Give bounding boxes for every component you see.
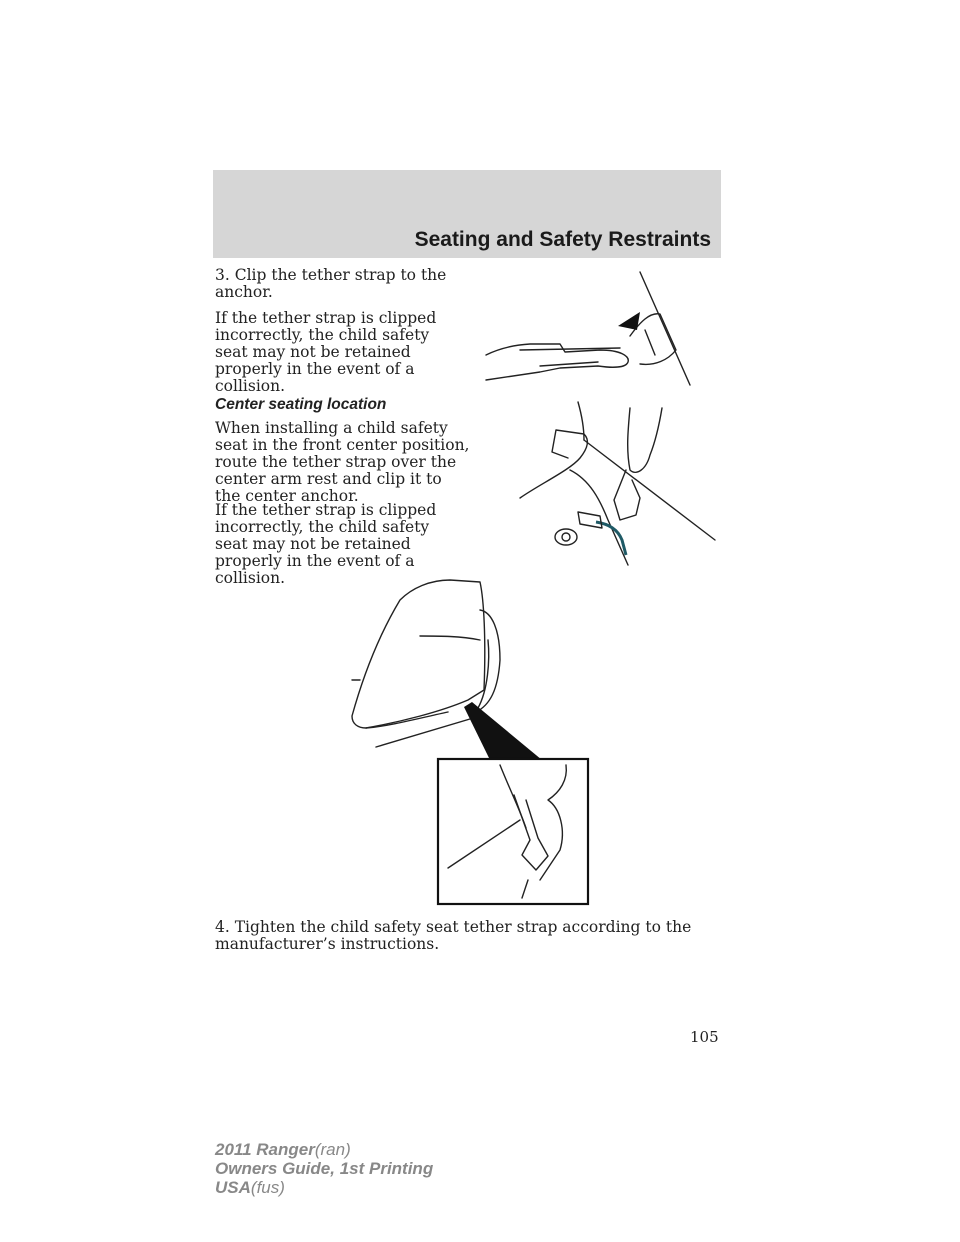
center-seating-text: When installing a child safety seat in the front center position, route the tether strap over the center arm rest and clip it to the center anchor. bbox=[215, 419, 470, 505]
document-footer bbox=[215, 1140, 433, 1197]
section-title: Seating and Safety Restraints bbox=[414, 228, 711, 251]
center-seating-heading: Center seating location bbox=[215, 396, 387, 413]
page-number: 105 bbox=[690, 1028, 719, 1046]
footer-guide: Owners Guide, 1st Printing bbox=[215, 1159, 434, 1178]
footer-market-code: (fus) bbox=[250, 1178, 285, 1197]
footer-model: 2011 Ranger bbox=[215, 1140, 315, 1159]
warning-text-2: If the tether strap is clipped incorrectly, the child safety seat may not be retained properly in the event of a collision. bbox=[215, 501, 437, 587]
footer-model-code: (ran) bbox=[314, 1140, 351, 1159]
step-4-text: 4. Tighten the child safety seat tether strap according to the manufacturer’s instructions. bbox=[215, 918, 692, 953]
warning-text-1: If the tether strap is clipped incorrectly, the child safety seat may not be retained properly in the event of a collision. bbox=[215, 309, 437, 395]
footer-market: USA bbox=[215, 1178, 251, 1197]
step-3-text: 3. Clip the tether strap to the anchor. bbox=[215, 266, 447, 301]
